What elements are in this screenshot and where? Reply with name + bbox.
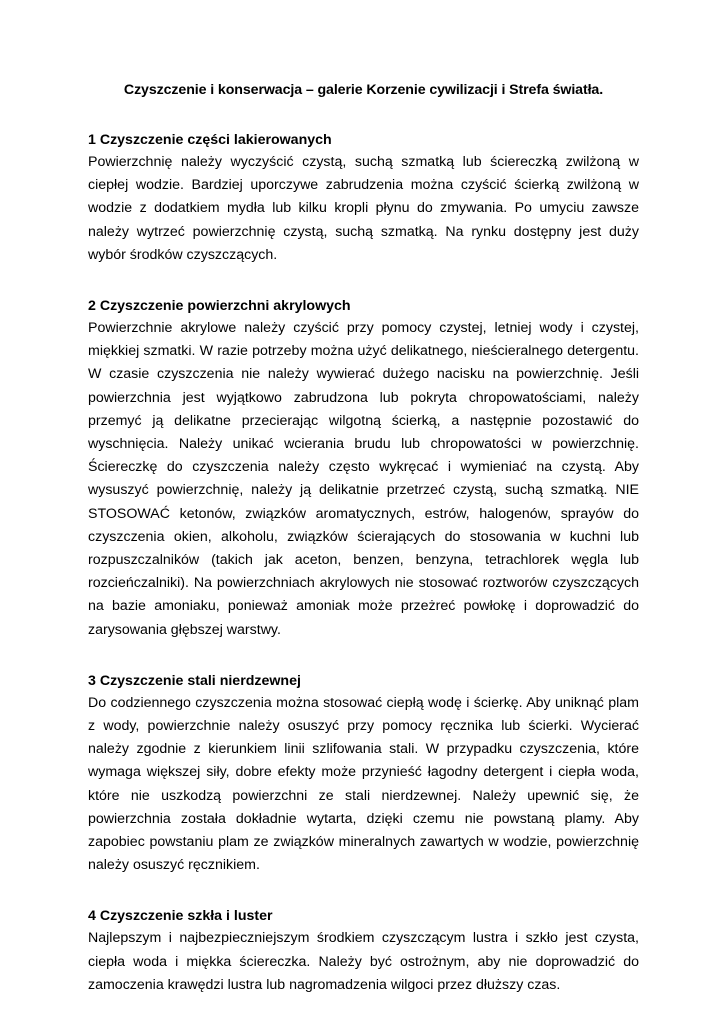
document-page <box>88 79 639 997</box>
section-heading: 3 Czyszczenie stali nierdzewnej <box>88 672 301 689</box>
section-heading: 1 Czyszczenie części lakierowanych <box>88 132 332 148</box>
section-body: Najlepszym i najbezpieczniejszym środkiem czyszczącym lustra i szkło jest czysta, ciepła woda i miękka ściereczka. Należy być ostrożnym, aby nie doprowadzić do zamoczenia krawędzi lustra lub nagromadzenia wilgoci przez dłuższy czas. <box>88 930 639 993</box>
document-title: Czyszczenie i konserwacja – galerie Korzenie cywilizacji i Strefa światła. <box>123 82 604 98</box>
section-glass-mirrors <box>88 905 639 997</box>
section-heading: 4 Czyszczenie szkła i luster <box>88 908 273 925</box>
section-stainless-steel <box>88 670 639 878</box>
section-heading: 2 Czyszczenie powierzchni akrylowych <box>88 298 351 315</box>
section-body: Powierzchnię należy wyczyścić czystą, suchą szmatką lub ściereczką zwilżoną w ciepłej wodzie. Bardziej uporczywe zabrudzenia można czyścić ścierką zwilżoną w wodzie z dodatkiem mydła lub kilku kropli płynu do zmywania. Po umyciu zawsze należy wytrzeć powierzchnię czystą, suchą szmatką. Na rynku dostępny jest duży wybór środków czyszczących. <box>88 154 639 263</box>
section-varnished-parts <box>88 129 639 267</box>
section-acrylic-surfaces <box>88 295 639 642</box>
section-body: Powierzchnie akrylowe należy czyścić przy pomocy czystej, letniej wody i czystej, miękkiej szmatki. W razie potrzeby można użyć delikatnego, nieścieralnego detergentu. W czasie czyszczenia nie należy wywierać dużego nacisku na powierzchnię. Jeśli powierzchnia jest wyjątkowo zabrudzona lub pokryta chropowatościami, należy przemyć ją delikatne przecierając wilgotną ścierką, a następnie pozostawić do wyschnięcia. Należy unikać wcierania brudu lub chropowatości w powierzchnię. Ściereczkę do czyszczenia należy często wykręcać i wymieniać na czystą. Aby wysuszyć powierzchnię, należy ją delikatnie przetrzeć czystą, suchą szmatką. NIE STOSOWAĆ ketonów, związków aromatycznych, estrów, halogenów, sprayów do czyszczenia okien, alkoholu, związków ścierających do stosowania w kuchni lub rozpuszczalników (takich jak aceton, benzen, benzyna, tetrachlorek węgla lub rozcieńczalniki). Na powierzchniach akrylowych nie stosować roztworów czyszczących na bazie amoniaku, ponieważ amoniak może przeżreć powłokę i doprowadzić do zarysowania głębszej warstwy. <box>88 320 639 638</box>
section-body: Do codziennego czyszczenia można stosować ciepłą wodę i ścierkę. Aby uniknąć plam z wody, powierzchnie należy osuszyć przy pomocy ręcznika lub ścierki. Wycierać należy zgodnie z kierunkiem linii szlifowania stali. W przypadku czyszczenia, które wymaga większej siły, dobre efekty może przynieść łagodny detergent i ciepła woda, które nie uszkodzą powierzchni ze stali nierdzewnej. Należy upewnić się, że powierzchnia została dokładnie wytarta, dzięki czemu nie powstaną plamy. Aby zapobiec powstaniu plam ze związków mineralnych zawartych w wodzie, powierzchnię należy osuszyć ręcznikiem. <box>88 694 639 874</box>
